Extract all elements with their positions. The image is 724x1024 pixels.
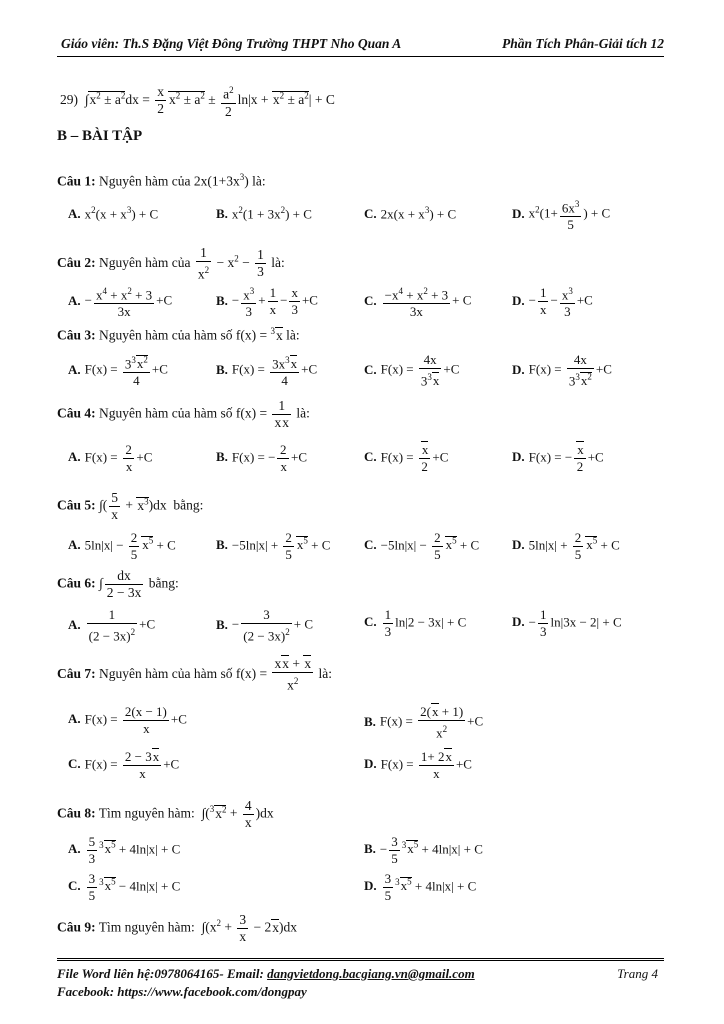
q8-option-a[interactable]: A. $\frac{5}{3}$ $^3x^5 + 4\ln|x| + C$: [68, 834, 181, 866]
header-subject: Phần Tích Phân-Giải tích 12: [501, 36, 664, 51]
q7-option-c[interactable]: C. F(x) = $\frac{2 - 3x}{x}$ +C: [68, 749, 180, 781]
question-5: Câu 5: ∫( $\frac{5}{x}$ + $x^3)dx$ bằng:: [57, 490, 204, 522]
q6-option-d[interactable]: D. − $\frac{1}{3}$ ln|3x − 2| + C: [512, 607, 622, 639]
q3-option-a[interactable]: A. F(x) = $\frac{3^3x^2}{4}$ +C: [68, 352, 168, 389]
q4-option-c[interactable]: C. F(x) = $\frac{x}{2}$ +C: [364, 442, 449, 474]
q8-option-c[interactable]: C. $\frac{3}{5}$ $^3x^5 - 4\ln|x| + C$: [68, 871, 181, 903]
question-2: Câu 2: Nguyên hàm của $\frac{1}{x^2}$ − $x^2$ − $\frac{1}{3}$ là:: [57, 245, 285, 282]
question-7: Câu 7: Nguyên hàm của hàm số f(x) = $\frac{xx + x}{x^2}$ là:: [57, 656, 332, 693]
q5-option-c[interactable]: C. −5ln|x| − $\frac{2}{5}$ $x^5 + C$: [364, 530, 480, 562]
question-6: Câu 6: ∫ $\frac{dx}{2 - 3x}$ bằng:: [57, 568, 179, 600]
question-9: Câu 9: Tìm nguyên hàm: $\int(x^2$ + $\frac{3}{x}$ − 2x)dx: [57, 912, 297, 944]
q2-option-a[interactable]: A. − $\frac{x^4 + x^2 + 3}{3x}$ +C: [68, 283, 172, 320]
q8-option-b[interactable]: B. − $\frac{3}{5}$ $^3x^5 + 4\ln|x| + C$: [364, 834, 483, 866]
q5-option-d[interactable]: D. 5ln|x| + $\frac{2}{5}$ $x^5 + C$: [512, 530, 620, 562]
q6-option-c[interactable]: C. $\frac{1}{3}$ ln|2 − 3x| + C: [364, 607, 467, 639]
q7-option-d[interactable]: D. F(x) = $\frac{1+ 2x}{x}$ +C: [364, 749, 472, 781]
page-number: Trang 4: [617, 966, 658, 981]
q6-option-a[interactable]: A. $\frac{1}{(2 - 3x)^2}$ +C: [68, 607, 156, 644]
q7-option-a[interactable]: A. F(x) = $\frac{2(x - 1)}{x}$ +C: [68, 704, 187, 736]
q4-option-b[interactable]: B. F(x) = − $\frac{2}{x}$ +C: [216, 442, 307, 474]
question-8: Câu 8: Tìm nguyên hàm: $\int(^3x^2$ + $\frac{4}{x}$ )dx: [57, 798, 274, 830]
q5-option-a[interactable]: A. 5ln|x| − $\frac{2}{5}$ $x^5 + C$: [68, 530, 176, 562]
header-rule: [57, 56, 664, 57]
q4-option-d[interactable]: D. F(x) = − $\frac{x}{2}$ +C: [512, 442, 604, 474]
q2-option-c[interactable]: C. $\frac{-x^4 + x^2 + 3}{3x}$ + C: [364, 283, 471, 320]
formula-29: 29) $\int x^2 \pm a^2dx$ = $\frac{x}{2}$ $x^2 \pm a^2$ ± $\frac{a^2}{2}$ $\ln|x + x^2 \pm a^2| + C$: [60, 82, 335, 120]
q3-option-d[interactable]: D. F(x) = $\frac{4x}{3^3x^2}$ +C: [512, 352, 612, 389]
q1-option-c[interactable]: C. $2x(x + x^3) + C$: [364, 205, 457, 222]
q2-option-d[interactable]: D. − $\frac{1}{x}$ − $\frac{x^3}{3}$ +C: [512, 283, 593, 320]
q1-option-a[interactable]: A. $x^2(x + x^3) + C$: [68, 205, 159, 222]
q3-option-b[interactable]: B. F(x) = $\frac{3x^3x}{4}$ +C: [216, 352, 317, 389]
question-3: Câu 3: Nguyên hàm của hàm số f(x) = $^3$x là:: [57, 326, 300, 343]
footer-email-link[interactable]: dangvietdong.bacgiang.vn@gmail.com: [267, 966, 475, 981]
question-4: Câu 4: Nguyên hàm của hàm số f(x) = $\frac{1}{xx}$ là:: [57, 398, 310, 430]
q7-option-b[interactable]: B. F(x) = $\frac{2(x + 1)}{x^2}$ +C: [364, 704, 484, 741]
q2-option-b[interactable]: B. − $\frac{x^3}{3}$ + $\frac{1}{x}$ − $\frac{x}{3}$ +C: [216, 283, 318, 320]
section-title: B – BÀI TẬP: [57, 128, 143, 144]
q5-option-b[interactable]: B. −5ln|x| + $\frac{2}{5}$ $x^5 + C$: [216, 530, 331, 562]
question-1: Câu 1: Nguyên hàm của $2x(1+3x^3)$ là:: [57, 172, 266, 189]
q4-option-a[interactable]: A. F(x) = $\frac{2}{x}$ +C: [68, 442, 153, 474]
q6-option-b[interactable]: B. − $\frac{3}{(2 - 3x)^2}$ + C: [216, 607, 314, 644]
q1-option-d[interactable]: D. $x^2(1+$ $\frac{6x^3}{5}$ ) + C: [512, 196, 610, 233]
footer-line-1: File Word liên hệ:0978064165- Email: dangvietdong.bacgiang.vn@gmail.com Trang 4: [57, 966, 658, 981]
q1-option-b[interactable]: B. $x^2(1 + 3x^2) + C$: [216, 205, 312, 222]
footer-line-2: Facebook: https://www.facebook.com/dongpay: [57, 984, 307, 999]
q8-option-d[interactable]: D. $\frac{3}{5}$ $^3x^5 + 4\ln|x| + C$: [364, 871, 477, 903]
header-author: Giáo viên: Th.S Đặng Việt Đông Trường THPT Nho Quan A: [61, 36, 402, 51]
q3-option-c[interactable]: C. F(x) = $\frac{4x}{3^3x}$ +C: [364, 352, 460, 389]
footer-rule: [57, 958, 664, 961]
